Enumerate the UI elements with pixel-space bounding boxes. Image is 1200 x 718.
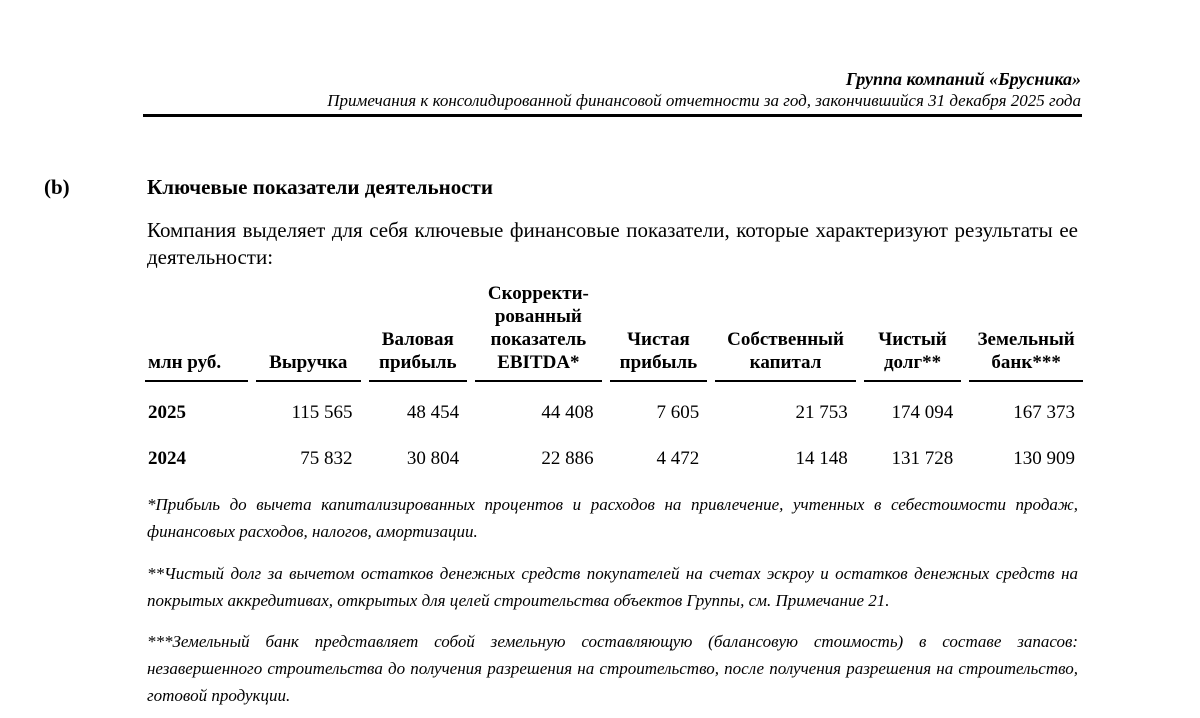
- footnote-land-bank: ***Земельный банк представляет собой земельную составляющую (балансовую стоимость) в составе запасов: незавершенного строительства до получения разрешения на строительство, после получения разрешения на строительство, готовой продукции.: [147, 632, 1078, 705]
- header-rule: [143, 114, 1082, 117]
- header-net-profit-line2: прибыль: [619, 352, 698, 373]
- header-underline: [610, 380, 708, 382]
- company-name: Группа компаний «Брусника»: [845, 69, 1081, 89]
- header-underline: [969, 380, 1083, 382]
- section-title: Ключевые показатели деятельности: [147, 175, 493, 199]
- header-land-bank-line1: Земельный: [977, 329, 1075, 350]
- header-ebitda: [471, 282, 606, 380]
- header-equity-line1: Собственный: [727, 329, 844, 350]
- cell-equity: 21 753: [795, 402, 848, 423]
- row-year: 2025: [148, 402, 186, 423]
- header-gross-profit-line2: прибыль: [379, 352, 457, 373]
- cell-net-debt: 131 728: [891, 448, 954, 469]
- header-underline: [369, 380, 468, 382]
- cell-net-debt: 174 094: [891, 402, 954, 423]
- header-equity-line2: капитал: [749, 352, 822, 373]
- header-unit: [141, 282, 252, 380]
- header-underline: [475, 380, 602, 382]
- header-gross-profit-line1: Валовая: [381, 329, 454, 350]
- header-gross-profit: [365, 282, 472, 380]
- header-net-debt-line2: долг**: [883, 352, 942, 373]
- cell-equity: 14 148: [795, 448, 848, 469]
- cell-net-profit: 4 472: [656, 448, 700, 469]
- header-ebitda-line1: Скорректи-: [487, 283, 589, 304]
- header-underline: [715, 380, 856, 382]
- header-underline: [145, 380, 248, 382]
- document-subtitle: Примечания к консолидированной финансовой отчетности за год, закончившийся 31 декабря 2025 года: [327, 91, 1081, 110]
- cell-land-bank: 130 909: [1013, 448, 1075, 469]
- header-ebitda-line2: рованный: [494, 306, 582, 327]
- cell-ebitda: 44 408: [541, 402, 594, 423]
- header-underline: [864, 380, 961, 382]
- cell-gross-profit: 48 454: [406, 402, 460, 423]
- cell-ebitda: 22 886: [541, 448, 594, 469]
- cell-revenue: 75 832: [300, 448, 353, 469]
- header-revenue-label: Выручка: [269, 352, 348, 373]
- cell-revenue: 115 565: [291, 402, 353, 423]
- table-row: [141, 436, 1087, 482]
- kpi-table: [141, 282, 1087, 482]
- cell-land-bank: 167 373: [1013, 402, 1075, 423]
- cell-net-profit: 7 605: [656, 402, 700, 423]
- table-header-row: [141, 282, 1087, 380]
- section-intro: Компания выделяет для себя ключевые финансовые показатели, которые характеризуют результаты ее деятельности:: [147, 218, 1078, 269]
- header-net-debt: [860, 282, 965, 380]
- header-net-profit-line1: Чистая: [627, 329, 690, 350]
- table-row: [141, 380, 1087, 436]
- header-land-bank-line2: банк***: [991, 352, 1061, 373]
- footnote-net-debt: **Чистый долг за вычетом остатков денежных средств покупателей на счетах эскроу и остатков денежных средств на покрытых аккредитивах, открытых для целей строительства объектов Группы, см. Примечание 21.: [147, 564, 1078, 610]
- header-ebitda-line3: показатель: [490, 329, 587, 350]
- section-letter: (b): [44, 175, 70, 199]
- header-net-profit: [606, 282, 712, 380]
- header-land-bank: [965, 282, 1087, 380]
- row-year: 2024: [148, 448, 186, 469]
- unit-label: млн руб.: [148, 352, 222, 373]
- header-equity: [711, 282, 860, 380]
- document-header: [143, 68, 1081, 112]
- header-ebitda-line4: EBITDA*: [497, 352, 580, 373]
- footnote-ebitda: *Прибыль до вычета капитализированных процентов и расходов на привлечение, учтенных в себестоимости продаж, финансовых расходов, налогов, амортизации.: [147, 495, 1078, 541]
- header-underline: [256, 380, 361, 382]
- cell-gross-profit: 30 804: [406, 448, 460, 469]
- header-revenue: [252, 282, 365, 380]
- header-net-debt-line1: Чистый: [878, 329, 947, 350]
